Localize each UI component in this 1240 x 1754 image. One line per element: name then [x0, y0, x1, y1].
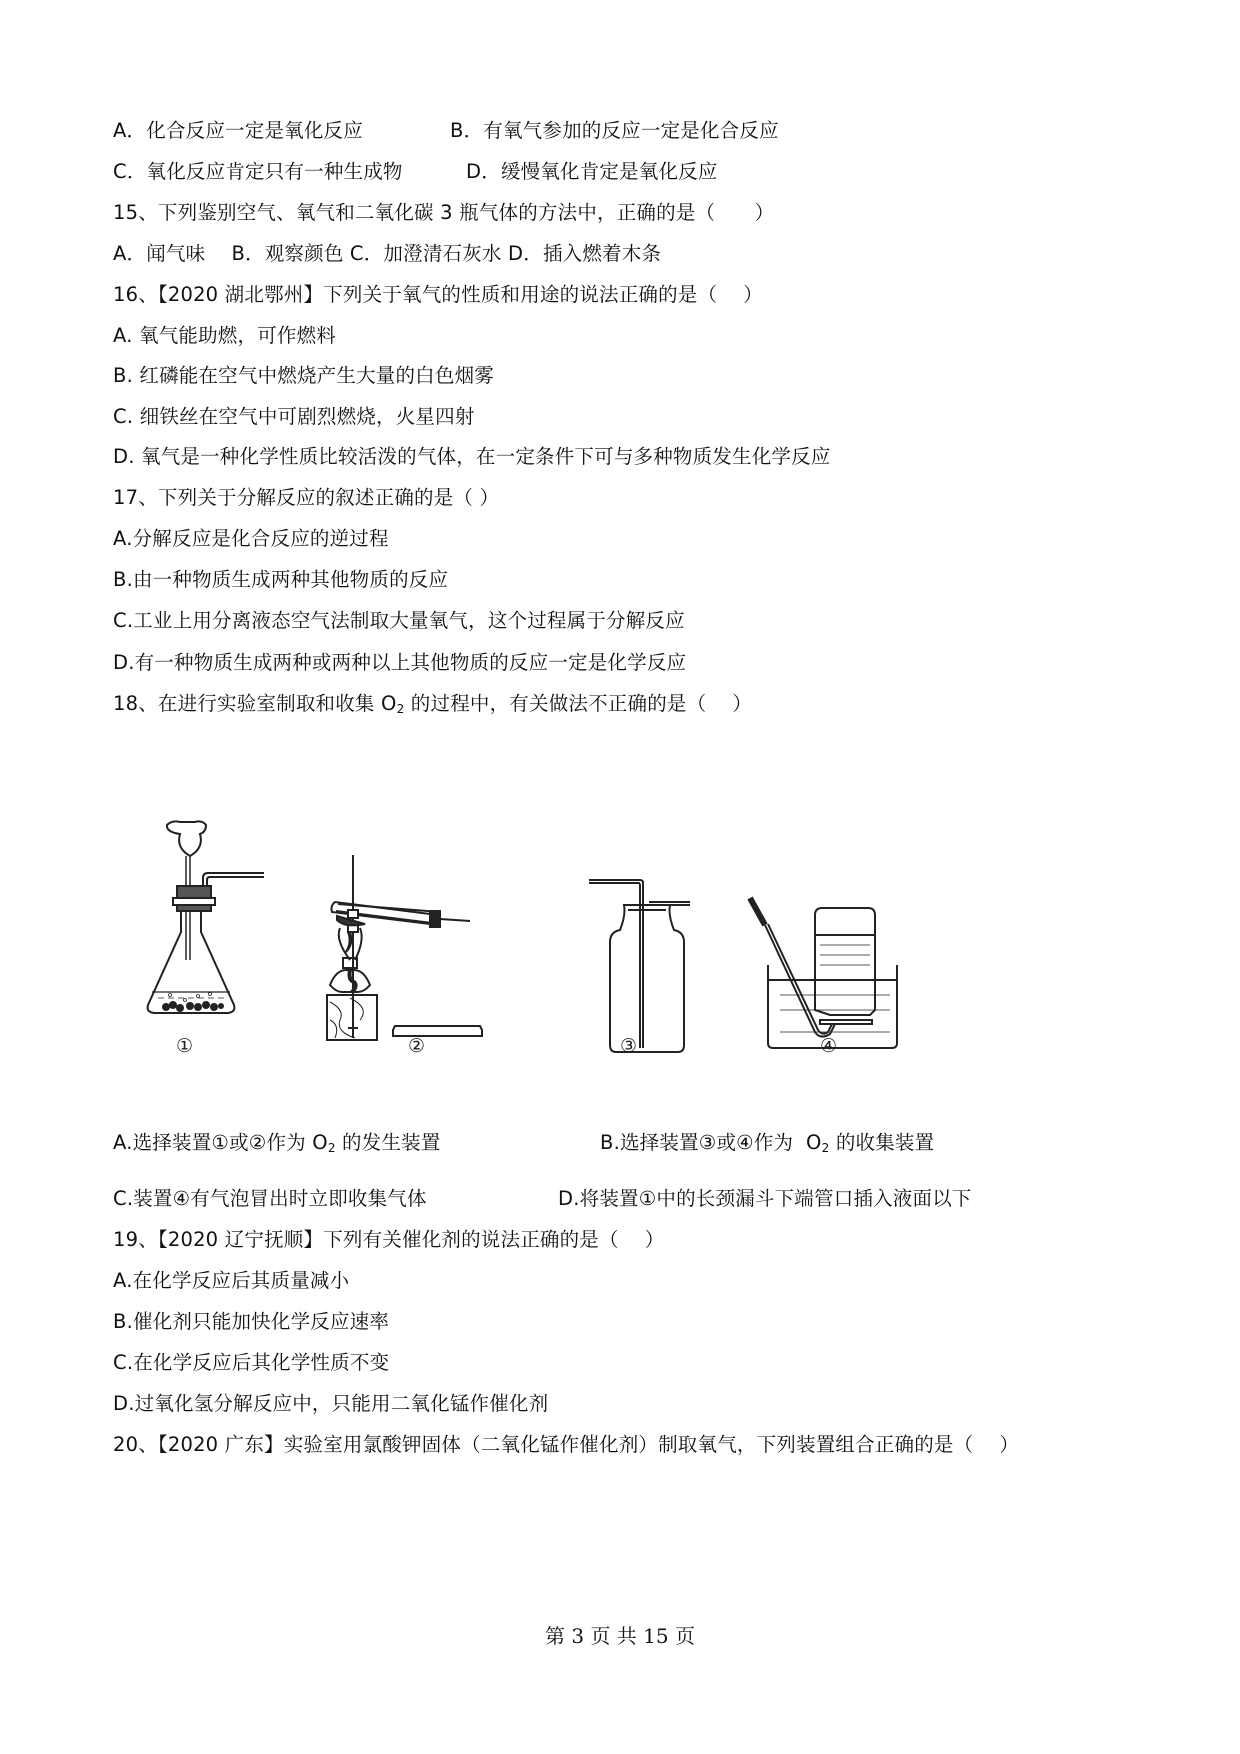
q19-stem: 19、【2020 辽宁抚顺】下列有关催化剂的说法正确的是（ ） [113, 1228, 665, 1251]
q18-option-b [600, 1130, 934, 1161]
apparatus-drawing [140, 820, 1040, 1080]
q18-option-b-text: B.选择装置③或④作为 O [600, 1131, 822, 1154]
q14-option-c: C．氧化反应肯定只有一种生成物 [113, 160, 403, 183]
q19-option-c: C.在化学反应后其化学性质不变 [113, 1351, 390, 1374]
q18-option-b-subscript: 2 [821, 1141, 830, 1155]
q18-stem-text: 18、在进行实验室制取和收集 O [113, 692, 397, 715]
apparatus-label-3: ③ [620, 1035, 638, 1057]
q19-option-b: B.催化剂只能加快化学反应速率 [113, 1310, 390, 1333]
q16-stem: 16、【2020 湖北鄂州】下列关于氧气的性质和用途的说法正确的是（ ） [113, 283, 763, 306]
q18-option-a [113, 1130, 441, 1161]
erlenmeyer-flask-icon [148, 821, 264, 1013]
q16-option-b: B. 红磷能在空气中燃烧产生大量的白色烟雾 [113, 364, 494, 387]
q14-option-d: D．缓慢氧化肯定是氧化反应 [466, 160, 718, 183]
q17-stem: 17、下列关于分解反应的叙述正确的是（ ） [113, 486, 500, 509]
q18-stem [113, 691, 752, 722]
q18-stem-text-end: 的过程中，有关做法不正确的是（ ） [404, 692, 753, 715]
q19-option-a: A.在化学反应后其质量减小 [113, 1269, 350, 1292]
apparatus-label-4: ④ [820, 1035, 838, 1057]
q14-option-a: A．化合反应一定是氧化反应 [113, 119, 363, 142]
q18-stem-subscript: 2 [396, 702, 405, 716]
q17-option-a: A.分解反应是化合反应的逆过程 [113, 527, 389, 550]
q18-option-a-text: A.选择装置①或②作为 O [113, 1131, 328, 1154]
q19-option-d: D.过氧化氢分解反应中，只能用二氧化锰作催化剂 [113, 1392, 549, 1415]
page-number-footer: 第 3 页 共 15 页 [545, 1624, 695, 1648]
q20-stem: 20、【2020 广东】实验室用氯酸钾固体（二氧化锰作催化剂）制取氧气，下列装置组合正确的是（ ） [113, 1433, 1020, 1456]
q18-apparatus-figure [140, 820, 1040, 1080]
apparatus-label-1: ① [176, 1035, 194, 1057]
heated-test-tube-stand-icon [327, 855, 482, 1040]
q17-option-b: B.由一种物质生成两种其他物质的反应 [113, 568, 449, 591]
gas-collection-bottle-icon [589, 880, 690, 1052]
q14-option-b: B．有氧气参加的反应一定是化合反应 [450, 119, 779, 142]
q15-stem: 15、下列鉴别空气、氧气和二氧化碳 3 瓶气体的方法中，正确的是（ ） [113, 201, 775, 224]
q16-option-a: A. 氧气能助燃，可作燃料 [113, 324, 336, 347]
q17-option-d: D.有一种物质生成两种或两种以上其他物质的反应一定是化学反应 [113, 651, 687, 674]
q16-option-c: C. 细铁丝在空气中可剧烈燃烧，火星四射 [113, 405, 475, 428]
q18-option-c: C.装置④有气泡冒出时立即收集气体 [113, 1187, 427, 1210]
q18-option-b-text-end: 的收集装置 [829, 1131, 935, 1154]
q18-option-a-subscript: 2 [327, 1141, 336, 1155]
q18-option-a-text-end: 的发生装置 [335, 1131, 441, 1154]
q18-option-d: D.将装置①中的长颈漏斗下端管口插入液面以下 [558, 1187, 972, 1210]
water-displacement-collection-icon [750, 898, 897, 1048]
q16-option-d: D. 氧气是一种化学性质比较活泼的气体，在一定条件下可与多种物质发生化学反应 [113, 445, 831, 468]
apparatus-label-2: ② [408, 1035, 426, 1057]
q17-option-c: C.工业上用分离液态空气法制取大量氧气，这个过程属于分解反应 [113, 609, 685, 632]
q15-options: A．闻气味 B．观察颜色 C．加澄清石灰水 D．插入燃着木条 [113, 242, 662, 265]
